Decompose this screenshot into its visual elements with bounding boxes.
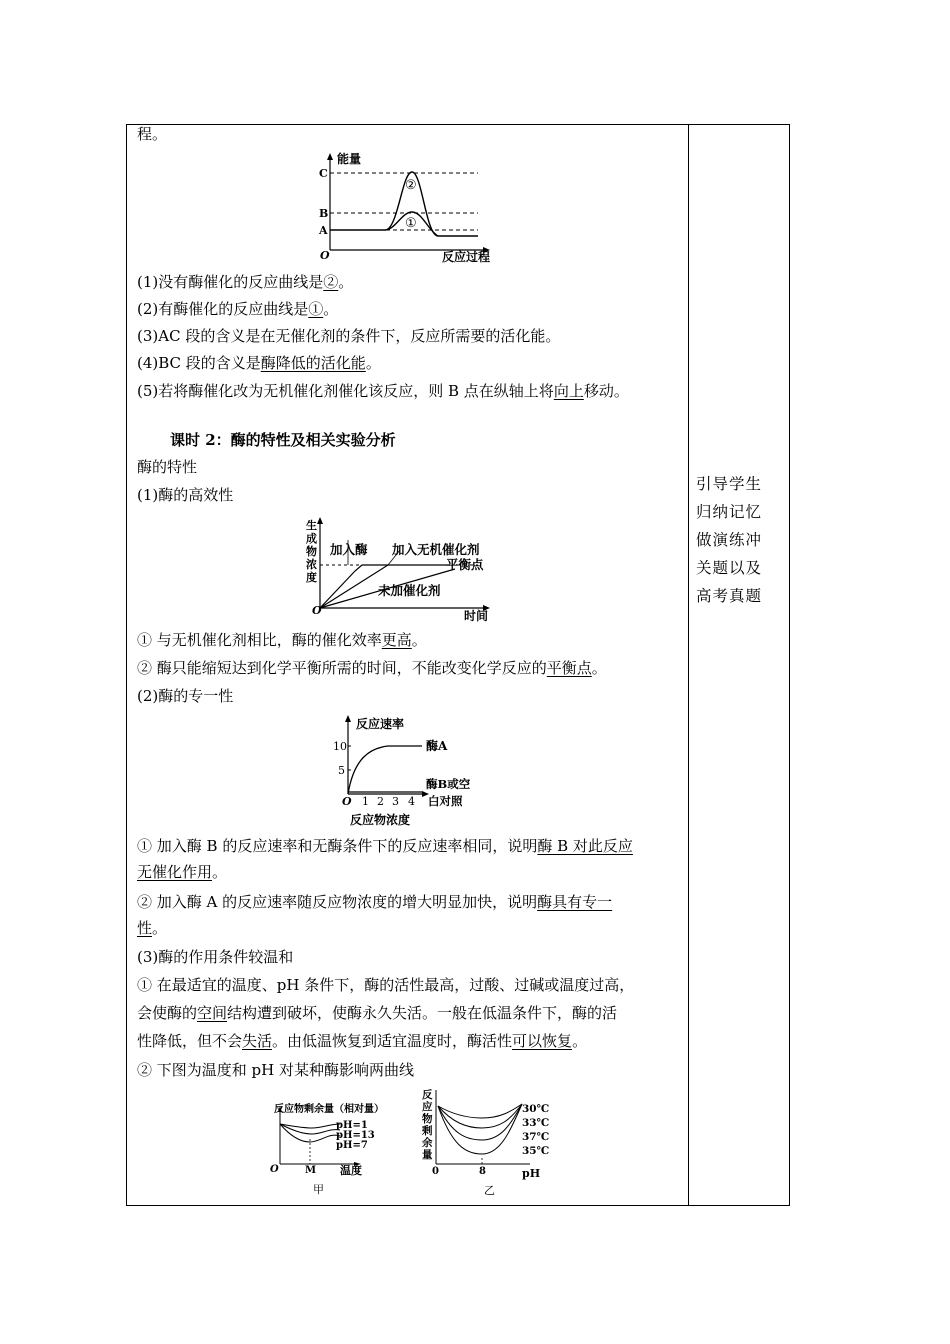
specificity-point-2-line2: 性。	[137, 919, 168, 937]
side-note-line: 归纳记忆	[696, 503, 763, 521]
chart1-y-label-2: 物	[306, 545, 317, 558]
efficiency-chart	[300, 516, 500, 624]
chart3-x-tick: M	[305, 1165, 317, 1176]
chart1-x-label: 时间	[464, 609, 489, 623]
efficiency-point-2: ② 酶只能缩短达到化学平衡所需的时间，不能改变化学反应的平衡点。	[137, 659, 607, 677]
efficiency-point-1: ① 与无机催化剂相比，酶的催化效率更高。	[137, 631, 427, 649]
series-35c: 35℃	[522, 1145, 550, 1157]
answer-space: 空间	[197, 1004, 228, 1022]
chart1-origin: O	[312, 604, 322, 617]
answer-balance: 平衡点	[546, 659, 592, 677]
chart4-x-label: pH	[522, 1167, 541, 1180]
chart1-y-label-3: 浓	[306, 558, 317, 571]
answer-1: ②	[323, 273, 339, 291]
question-2: (2)有酶催化的反应曲线是①。	[137, 300, 339, 318]
question-5: (5)若将酶催化改为无机催化剂催化该反应，则 B 点在纵轴上将向上移动。	[137, 382, 629, 400]
answer-efficiency: 更高	[381, 631, 412, 649]
conditions-line-1: ① 在最适宜的温度、pH 条件下，酶的活性最高，过酸、过碱或温度过高，	[137, 976, 635, 994]
answer-2: ①	[308, 300, 324, 318]
answer-5: 向上	[553, 382, 584, 400]
chart4-y-label-5: 量	[422, 1149, 433, 1161]
side-note-line: 做演练冲	[696, 531, 763, 549]
x-tick-4: 4	[408, 795, 415, 808]
curve-label-1: ①	[405, 216, 417, 231]
level-a: A	[319, 224, 328, 237]
heading-specificity: (2)酶的专一性	[137, 687, 234, 705]
x-tick-2: 2	[377, 795, 384, 808]
conditions-line-3: 性降低，但不会失活。由低温恢复到适宜温度时，酶活性可以恢复。	[137, 1032, 588, 1050]
energy-y-label: 能量	[337, 152, 362, 166]
chart3-y-label: 反应物剩余量（相对量）	[274, 1104, 384, 1115]
y-tick-10: 10	[333, 740, 347, 753]
side-note	[696, 470, 782, 610]
question-3: (3)AC 段的含义是在无催化剂的条件下，反应所需要的活化能。	[137, 327, 561, 345]
series-33c: 33℃	[522, 1117, 550, 1129]
energy-diagram	[310, 150, 510, 265]
series-30c: 30℃	[522, 1103, 550, 1115]
chart4-origin: 0	[432, 1166, 439, 1177]
answer-specificity-1a: 酶 B 对此反应	[537, 837, 633, 855]
answer-specificity-1b: 无催化作用	[137, 863, 213, 881]
chart3-origin: O	[270, 1164, 279, 1175]
energy-x-label: 反应过程	[442, 250, 491, 264]
side-note-line: 关题以及	[696, 559, 763, 577]
label-no-catalyst: 未加催化剂	[378, 583, 441, 598]
conditions-point-2: ② 下图为温度和 pH 对某种酶影响两曲线	[137, 1061, 414, 1079]
answer-recover: 可以恢复	[512, 1032, 573, 1050]
series-b-label-1: 白对照	[428, 794, 463, 808]
specificity-point-2-line1: ② 加入酶 A 的反应速率随反应物浓度的增大明显加快，说明酶具有专一	[137, 893, 613, 911]
temperature-chart	[266, 1094, 406, 1198]
chart3-x-label: 温度	[340, 1164, 362, 1177]
question-4: (4)BC 段的含义是酶降低的活化能。	[137, 354, 381, 372]
answer-specificity-2b: 性	[137, 919, 153, 937]
ph-chart	[418, 1086, 568, 1198]
series-b-label-0: 酶B或空	[426, 777, 471, 791]
label-balance: 平衡点	[446, 557, 484, 572]
series-ph13: pH=13	[336, 1130, 375, 1141]
label-inorganic: 加入无机催化剂	[392, 542, 480, 557]
heading-conditions: (3)酶的作用条件较温和	[137, 948, 294, 966]
chart4-x-tick: 8	[479, 1166, 486, 1177]
specificity-point-1-line1: ① 加入酶 B 的反应速率和无酶条件下的反应速率相同，说明酶 B 对此反应	[137, 837, 633, 855]
chart1-y-label-4: 度	[306, 571, 317, 584]
series-a-label: 酶A	[426, 739, 448, 753]
answer-4: 酶降低的活化能	[260, 354, 366, 372]
chart3-caption: 甲	[313, 1183, 324, 1196]
chart1-y-label-0: 生	[306, 519, 317, 532]
answer-inactivate: 失活	[242, 1032, 273, 1050]
chart1-y-label-1: 成	[306, 532, 317, 545]
x-tick-3: 3	[392, 795, 399, 808]
conditions-line-2: 会使酶的空间结构遭到破坏，使酶永久失活。一般在低温条件下，酶的活	[137, 1004, 618, 1022]
answer-specificity-2a: 酶具有专一	[537, 893, 613, 911]
series-ph7: pH=7	[336, 1140, 368, 1151]
chart4-caption: 乙	[484, 1184, 495, 1197]
series-ph1: pH=1	[336, 1120, 368, 1131]
chart4-y-label-0: 反	[422, 1089, 433, 1101]
column-divider	[688, 124, 689, 1206]
label-enzyme: 加入酶	[330, 542, 368, 557]
x-tick-1: 1	[362, 795, 369, 808]
chart4-y-label-3: 剩	[422, 1125, 433, 1137]
curve-label-2: ②	[405, 178, 417, 193]
chart4-y-label-2: 物	[422, 1113, 433, 1125]
chart4-y-label-1: 应	[422, 1101, 433, 1113]
y-tick-5: 5	[338, 764, 345, 777]
energy-origin: O	[320, 249, 330, 262]
specificity-chart	[330, 714, 490, 830]
specificity-point-1-line2: 无催化作用。	[137, 863, 228, 881]
enzyme-traits-heading: 酶的特性	[137, 458, 198, 476]
chart2-y-label: 反应速率	[356, 717, 405, 731]
chart4-y-label-4: 余	[422, 1137, 433, 1149]
lesson-title: 课时 2：酶的特性及相关实验分析	[170, 431, 396, 449]
side-note-line: 高考真题	[696, 587, 763, 605]
top-fragment: 程。	[137, 125, 168, 143]
chart2-origin: O	[342, 795, 352, 808]
side-note-line: 引导学生	[696, 475, 763, 493]
level-c: C	[319, 167, 328, 180]
heading-efficiency: (1)酶的高效性	[137, 486, 234, 504]
chart2-x-label: 反应物浓度	[350, 813, 411, 827]
level-b: B	[319, 207, 329, 220]
series-37c: 37℃	[522, 1131, 550, 1143]
question-1: (1)没有酶催化的反应曲线是②。	[137, 273, 354, 291]
